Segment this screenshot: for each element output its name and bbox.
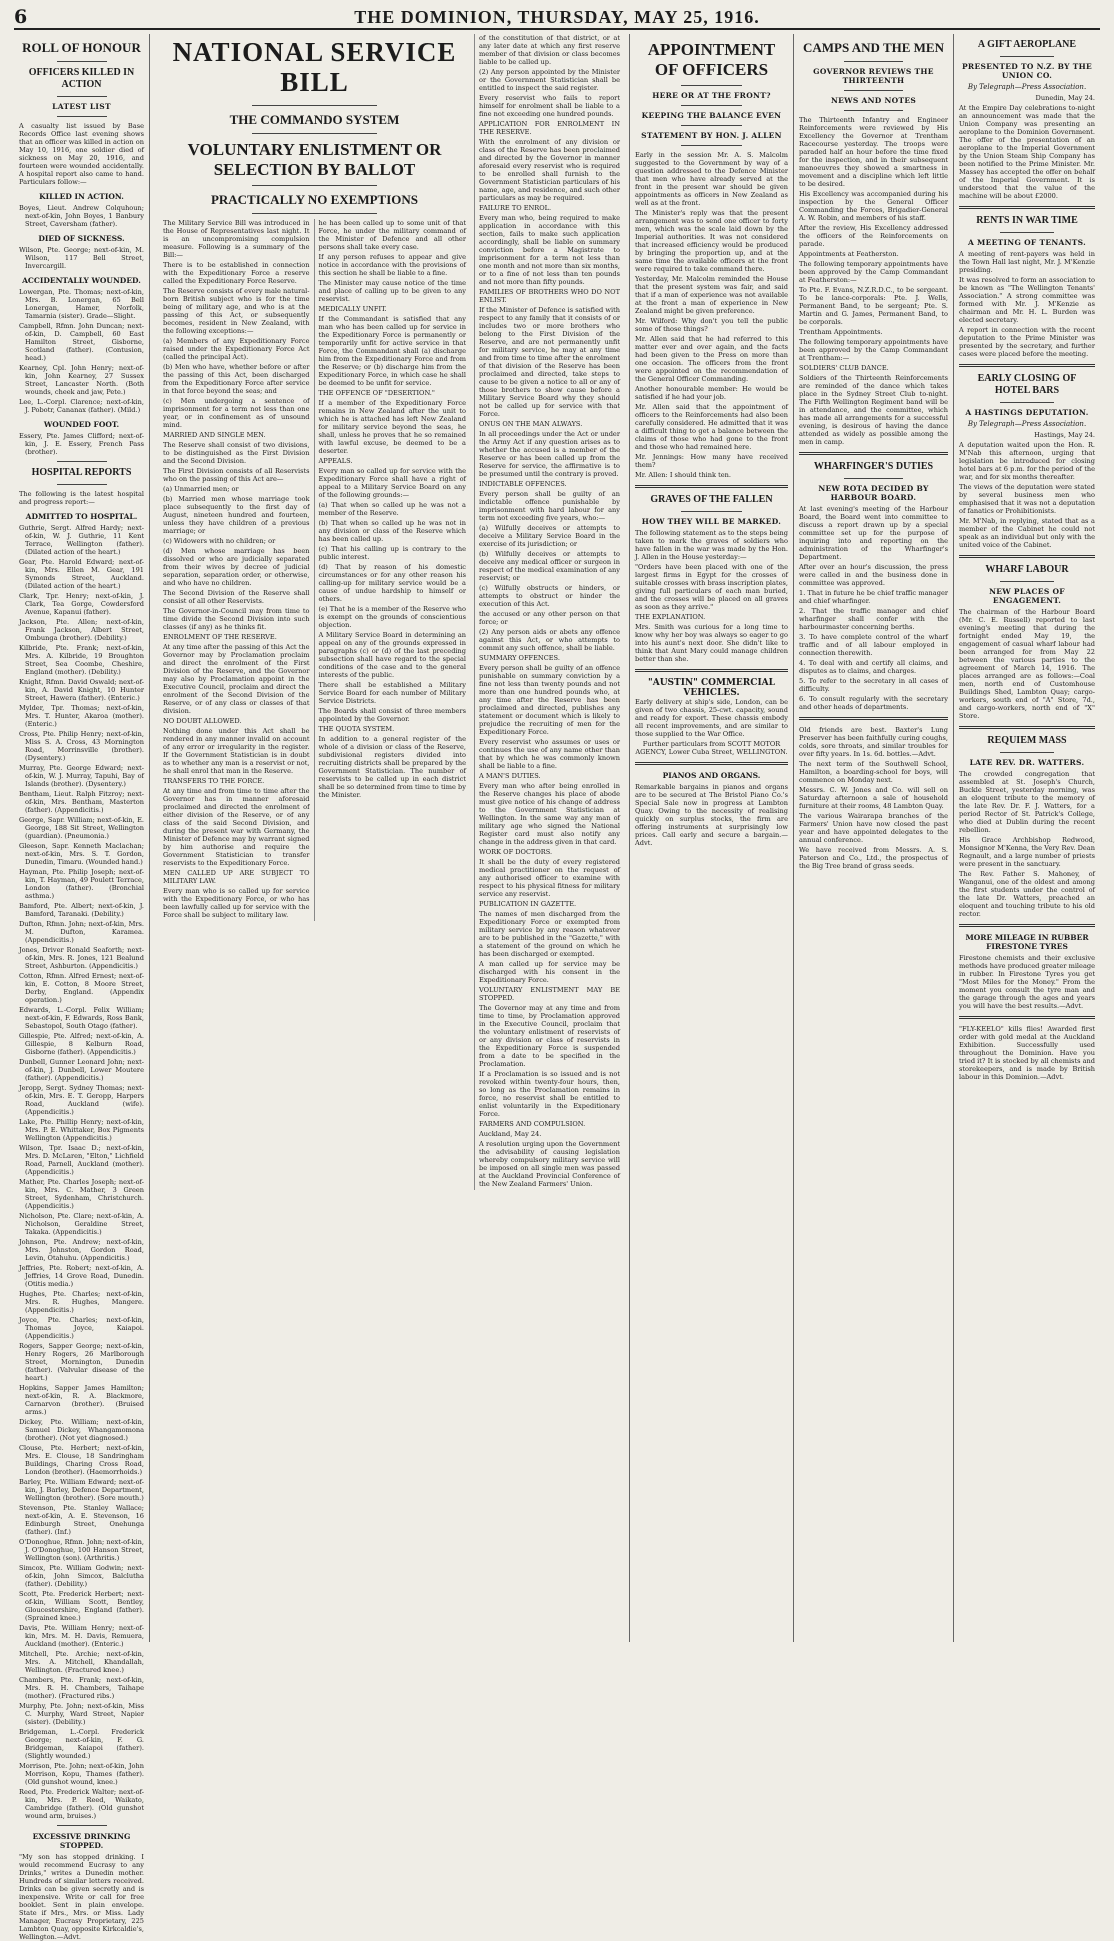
paragraph: Kearney, Cpl. John Henry; next-of-kin, John Kearney, 27 Sussex Street, Lancaster North. (Both wounds, cheek and jaw, Pete.) [19,363,144,396]
masthead [14,6,1100,30]
paragraph: Davis, Pte. William Henry; next-of-kin, Mrs. M. H. Davis, Remuera, Auckland (mother). (Enteric.) [19,1623,144,1648]
paragraph: Old friends are best. Baxter's Lung Preserver has been faithfully curing coughs, colds, sore throats, and similar troubles for over fifty years. In 1s. 6d. bottles.—Advt. [799,725,948,758]
paragraph: he has been called up to some unit of that Force, he under the military command of the Minister of Defence and all other persons shall take every case. [318,218,466,251]
paragraph: Wilson, Pte. George; next-of-kin, M. Wilson, 117 Bell Street, Invercargill. [19,245,144,270]
austin-advert [635,678,788,756]
paragraph: Boyes, Lieut. Andrew Colquhoun; next-of-kin, John Boyes, 1 Banbury Street, Caversham (father). [19,203,144,228]
paragraph: The First Division consists of all Reservists who on the passing of this Act are— [163,466,310,483]
paragraph: (c) Men undergoing a sentence of imprisonment for a term not less than one year, or in confinement as of unsound mind. [163,396,310,429]
paragraph: His Excellency was accompanied during his inspection by the General Officer Commanding the Forces, Brigadier-General A. W. Robin, and members of his staff. [799,189,948,222]
paragraph: The crowded congregation that assembled at St. Joseph's Church, Buckle Street, yesterday morning, was an eloquent tribute to the memory of the late Rev. Dr. F. J. Watters, for a period Rector of St. Patrick's College, who died at Dublin during the recent rebellion. [959,770,1095,834]
admitted-list [19,524,144,1820]
paragraph: Jeropp, Sergt. Sydney Thomas; next-of-kin, Mrs. E. T. Geropp, Harpers Road, Auckland (wife). (Appendicitis.) [19,1083,144,1116]
gift-dateline: Dunedin, May 24. [1035,94,1095,102]
wounded-list [19,432,144,456]
paragraph: of the constitution of that district, or at any later date at which any first reserve member of that division or class becomes liable to be called up. [479,34,620,66]
paragraph: Bentham, Lieut. Ralph Fitzroy; next-of-kin, Mrs. Bentham, Masterton (father). (Appendicitis.) [19,789,144,814]
died-heading: DIED OF SICKNESS. [38,233,125,243]
wharfinger-subheading: NEW ROTA DECIDED BY HARBOUR BOARD. [818,483,929,502]
paragraph: If a member of the Expeditionary Force remains in New Zealand after the unit to which he is attached has left New Zealand for military service beyond the seas, he shall, unless he proves that he so remained with lawful excuse, be deemed to be a deserter. [318,398,466,455]
paragraph: Bamford, Pte. Albert; next-of-kin, J. Bamford, Taranaki. (Debility.) [19,901,144,918]
paragraph: Murphy, Pte. John; next-of-kin, Miss C. Murphy, Ward Street, Napier (sister). (Debility.) [19,1701,144,1726]
paragraph: (e) That he is a member of the Reserve who is exempt on the grounds of conscientious objection. [318,604,466,629]
admitted-heading: ADMITTED TO HOSPITAL. [25,511,138,521]
paragraph: "Orders have been placed with one of the largest firms in Egypt for the crosses of suitable crosses with brass inscription plates, giving full particulars of each man buried, and the crosses will be placed on all graves as soon as they arrive." [635,563,788,612]
paragraph: MEN CALLED UP ARE SUBJECT TO MILITARY LAW. [163,868,310,885]
paragraph: (a) Members of any Expeditionary Force raised under the Expeditionary Force Act (called the principal Act). [163,336,310,361]
paragraph: O'Donoghue, Rfmn. John; next-of-kin, J. O'Donoghue, 100 Hanson Street, Wellington (son). (Arthritis.) [19,1537,144,1562]
requiem-subtitle: LATE REV. DR. WATTERS. [969,758,1085,767]
paragraph: A resolution urging upon the Government the advisability of causing legislation whereby compulsory military service will be imposed on all single men was passed at the Auckland Provincial Conference of the New Zealand Farmers' Union. [479,1140,620,1188]
paragraph: The names of men discharged from the Expeditionary Force or exempted from military service by any reason whatever are to be published in the "Gazette," with a statement of the ground on which he has been discharged or exempted. [479,910,620,958]
paragraph: Mitchell, Pte. Archie; next-of-kin, Mrs. A. Mitchell, Khandallah, Wellington. (Fractured knee.) [19,1649,144,1674]
paragraph: MEDICALLY UNFIT. [318,304,387,313]
paragraph: Chambers, Pte. Frank; next-of-kin, Mrs. R. H. Chambers, Taihape (mother). (Fractured ribs.) [19,1675,144,1700]
officers-title: APPOINTMENT OF OFFICERS [647,40,776,79]
paragraph: The Boards shall consist of three members appointed by the Governor. [318,706,466,723]
bars-body [959,441,1095,549]
paragraph: The following statement as to the steps being taken to mark the graves of soldiers who have fallen in the war was made by the Hon. J. Allen in the House yesterday:— [635,529,788,562]
paragraph: The Thirteenth Infantry and Engineer Reinforcements were reviewed by His Excellency the Governor at Trentham Racecourse yesterday. The troops were paraded half an hour before the time fixed for the inspection, and in their subsequent manoeuvres they showed a smartness in movement and a discipline which left little to be desired. [799,115,948,188]
paragraph: In addition to a general register of the whole of a division or class of the Reserve, subdivisional registers divided into recruiting districts shall be prepared by the Government Statistician. The number of reservists to be called up in each district shall be so determined from time to time by the Minister. [318,734,466,799]
camps-sub-2: NEWS AND NOTES [830,95,917,105]
paragraph: Mr. Allen: I should think ten. [635,471,732,480]
paragraph: Murray, Pte. George Edward; next-of-kin, W. J. Murray, Tapuhi, Bay of Islands (brother). (Dysentery.) [19,763,144,788]
paragraph: The Reserve consists of every male natural-born British subject who is for the time being of military age, and who is at the passing of this Act, or subsequently becomes, resident in New Zealand, with the following exceptions:— [163,286,310,335]
paragraph: (2) Any person appointed by the Minister or the Government Statistician shall be entitled to inspect the said register. [479,68,620,92]
paragraph: A deputation waited upon the Hon. R. M'Nab this afternoon, urging that legislation be introduced for closing hotel bars at 6 p.m. for the period of the war, and for six months thereafter. [959,441,1095,481]
officers-sub-2: KEEPING THE BALANCE EVEN [641,111,782,121]
nsb-text-col-3 [475,34,624,1190]
paragraph: Every man so called up for service with the Expeditionary Force shall have a right of appeal to a Military Service Board on any of the following grounds:— [318,466,466,499]
paragraph: Mather, Pte. Charles Joseph; next-of-kin, Mrs. C. Mather, 3 Green Street, Sydenham, Christchurch. (Appendicitis.) [19,1177,144,1210]
paragraph: Cotton, Rfmn. Alfred Ernest; next-of-kin, E. Cotton, 8 Moore Street, Derby, England. (Appendix operation.) [19,971,144,1004]
national-service-bill-column [150,34,630,1642]
paragraph: Hughes, Pte. Charles; next-of-kin, Mrs. R. Hughes, Mangere. (Appendicitis.) [19,1289,144,1314]
paragraph: TRANSFERS TO THE FORCE. [163,776,265,785]
paragraph: Guthrie, Sergt. Alfred Hardy; next-of-kin, W. J. Guthrie, 11 Kent Terrace, Wellington (father). (Dilated action of the heart.) [19,523,144,556]
paragraph: ENROLMENT OF THE RESERVE. [163,632,277,641]
paragraph: Simcox, Pte. William Godwin; next-of-kin, John Simcox, Balclutha (father). (Debility.) [19,1563,144,1588]
paragraph: SOLDIERS' CLUB DANCE. [799,363,889,372]
paragraph: (d) Men whose marriage has been dissolved or who are judicially separated from their wives by decree of judicial separation, separation order, or otherwise, and who have no children. [163,546,310,587]
tyres-heading: MORE MILEAGE IN RUBBER FIRESTONE TYRES [965,933,1089,951]
graves-subheading: HOW THEY WILL BE MARKED. [641,517,782,527]
paragraph: Appointments at Featherston. [799,249,899,258]
paragraph: Yesterday, Mr. Malcolm reminded the House that the present system was fair, and said that if a man of experience was not available at the front a man of experience in New Zealand might be given preference. [635,275,788,316]
paragraph: Campbell, Rfmn. John Duncan; next-of-kin, D. Campbell, 60 East Hamilton Street, Gisborne, Scotland (father). (Contusion, head.) [19,321,144,362]
paragraph: Clouse, Pte. Herbert; next-of-kin, Mrs. E. Clouse, 18 Sandringham Buildings, Charing Cross Road, London (brother). (Haemorrhoids.) [19,1443,144,1476]
paragraph: Dickey, Pte. William; next-of-kin, Samuel Dickey, Whangamomona (brother). (Not yet diagnosed.) [19,1417,144,1442]
paragraph: 3. To have complete control of the wharf traffic and of all labour employed in connection therewith. [799,632,948,657]
gift-byline: By Telegraph—Press Association. [967,83,1087,91]
paragraph: We have received from Messrs. A. S. Paterson and Co., Ltd., the prospectus of the Big Tree brand of grass seeds. [799,845,948,870]
paragraph: Hopkins, Sapper James Hamilton; next-of-kin, R. A. Blackmore, Carnarvon (brother). (Bruised arms.) [19,1383,144,1416]
paragraph: The various Wairarapa branches of the Farmers' Union have now closed the past year and have appointed delegates to the annual conference. [799,811,948,844]
camps-column [794,34,954,1642]
paragraph: To Pte. F. Evans, N.Z.R.D.C., to be sergeant. To be lance-corporals: Pte. J. Wells, Permanent Band, to be sergeant; Pte. S. Martin and G. James, Permanent Band, to be corporals. [799,285,948,326]
paragraph: Barley, Pte. William Edward; next-of-kin, J. Barley, Defence Department, Wellington (brother). (Sore mouth.) [19,1477,144,1502]
nsb-deck-1: VOLUNTARY ENLISTMENT OR SELECTION BY BALLOT [187,139,442,179]
nsb-text-col-3b [479,610,620,1188]
nsb-title: NATIONAL SERVICE BILL [172,37,457,97]
paragraph: (a) Wilfully deceives or attempts to deceive a Military Service Board in the exercise of its jurisdiction; or [479,524,620,548]
paragraph: (c) That his calling up is contrary to the public interest. [318,544,466,561]
paragraph: Early in the session Mr. A. S. Malcolm suggested to the Government by way of a question addressed to the Defence Minister that men who have already served at the front in the present war should be given appointments as officers in New Zealand as well as at the front. [635,151,788,208]
paragraph: Gillespie, Pte. Alfred; next-of-kin, A. Gillespie, 8 Kelburn Road, Gisborne (father). (Appendicitis.) [19,1031,144,1056]
austin-body: Early delivery at ship's side, London, can be given of two chassis, 25-cwt. capacity, sound and ready for export. These chassis embody all recent improvements, and are similar to those supplied to the War Office. [635,698,788,739]
pianos-body: Remarkable bargains in pianos and organs are to be secured at The Bristol Piano Co.'s Special Sale now in progress at Lambton Quay. Owing to the necessity of realising quickly on surplus stocks, the firm are offering instruments at surprisingly low prices. Call early and secure a bargain.—Advt. [635,783,788,848]
bars-subtitle: A HASTINGS DEPUTATION. [965,408,1089,417]
paragraph: Jeffries, Pte. Robert; next-of-kin, A. Jeffries, 14 Grove Road, Dunedin. (Otitis media.) [19,1263,144,1288]
paragraph: Knight, Rfmn. David Oswald; next-of-kin, A. David Knight, 10 Hunter Street, Hawera (father). (Enteric.) [19,677,144,702]
paragraph: The next term of the Southwell School, Hamilton, a boarding-school for boys, will commence on Monday next. [799,759,948,784]
paragraph: A report in connection with the recent deputation to the Prime Minister was presented by the secretary, and further cases were placed before the meeting. [959,326,1095,358]
paragraph: A MAN'S DUTIES. [479,772,541,780]
paragraph: 4. To deal with and certify all claims, and disputes as to claims, and charges. [799,658,948,675]
misc-column [954,34,1100,1642]
paragraph: (b) Married men whose marriage took place subsequently to the first day of August, nineteen hundred and fourteen, unless they have children of a previous marriage; or [163,494,310,535]
wharf-labour-subtitle: NEW PLACES OF ENGAGEMENT. [989,587,1065,605]
paragraph: Nothing done under this Act shall be rendered in any manner invalid on account of any error or irregularity in the register. If the Government Statistician is in doubt as to whether any man is a reservist or not, he shall enrol that man in the Reserve. [163,726,310,775]
paragraph: Mr. Wilford: Why don't you tell the public some of those things? [635,317,788,334]
paragraph: Nicholson, Pte. Clare; next-of-kin, A. Nicholson, Geraldine Street, Takaka. (Appendicitis.) [19,1211,144,1236]
paragraph: With the enrolment of any division or class of the Reserve has been proclaimed and directed by the Governor in manner aforesaid every reservist who is required to be enrolled shall furnish to the Government Statistician particulars of his name, age, and residence, and such other particulars as may be required. [479,138,620,202]
paragraph: It shall be the duty of every registered medical practitioner on the request of any authorised officer to examine with respect to his physical fitness for military service any reservist. [479,858,620,898]
paragraph: THE OFFENCE OF "DESERTION." [318,388,435,397]
paragraph: Lake, Pte. Phillip Henry; next-of-kin, Mrs. P. E. Whittaker, Box Pigments Wellington (Appendicitis.) [19,1117,144,1142]
paragraph: His Grace Archbishop Redwood, Monsignor M'Kenna, the Very Rev. Dean Regnault, and a large number of priests were present in the sanctuary. [959,836,1095,868]
pianos-heading: PIANOS AND ORGANS. [662,771,761,781]
paragraph: Gleeson, Sapr. Kenneth Maclachan; next-of-kin, Mrs. S. T. Gordon, Dunedin, Timaru. (Wounded hand.) [19,841,144,866]
officers-column [630,34,794,1642]
paragraph: FARMERS AND COMPULSION. [479,1120,586,1128]
paragraph: (2) Any person aids or abets any offence against this Act, or who attempts to commit any such offence, shall be liable. [479,628,620,652]
bars-title: EARLY CLOSING OF HOTEL BARS [977,373,1077,396]
paragraph: Every man who after being enrolled in the Reserve changes his place of abode must give notice of his change of address to the Government Statistician at Wellington. In the same way any man of military age who signed the National Register card must also notify any change in the address given in that card. [479,782,620,846]
paragraph: Mr. Jennings: How many have received them? [635,453,788,470]
requiem-title: REQUIEM MASS [987,735,1067,746]
paragraph: 1. That in future he be chief traffic manager and chief wharfinger. [799,588,948,605]
wounded-heading: WOUNDED FOOT. [43,419,120,429]
paragraph: The following temporary appointments have been approved by the Camp Commandant at Trentham:— [799,337,948,362]
nsb-text-col-2 [315,219,470,921]
paragraph: Stevenson, Pte. Stanley Wallace; next-of-kin, A. E. Stevenson, 16 Edinburgh Street, Onehunga (father). (Inf.) [19,1503,144,1536]
paragraph: (c) Widowers with no children; or [163,536,276,545]
paragraph: The Minister may cause notice of the time and place of calling up to be given to any reservist. [318,278,466,303]
paragraph: The Second Division of the Reserve shall consist of all other Reservists. [163,588,310,605]
paragraph: VOLUNTARY ENLISTMENT MAY BE STOPPED. [479,986,620,1002]
nsb-deck-2: PRACTICALLY NO EXEMPTIONS [210,192,419,208]
paragraph: Messrs. C. W. Jones and Co. will sell on Saturday afternoon a sale of household furniture at their rooms, 48 Lambton Quay. [799,785,948,810]
paragraph: APPEALS. [318,456,353,465]
accidental-list [19,288,144,414]
paragraph: Morrison, Pte. John; next-of-kin, John Morrison, Kopu, Thames (father). (Old gunshot wound, knee.) [19,1761,144,1786]
paragraph: The Governor may at any time and from time to time, by Proclamation approved in the Executive Council, proclaim that the voluntary enlistment of reservists of or any division or class of reservists in the Expeditionary Force is suspended from a date to be specified in the Proclamation. [479,1004,620,1068]
paragraph: George, Sapr. William; next-of-kin, E. George, 188 Sit Street, Wellington (guardian). (Pneumonia.) [19,815,144,840]
paragraph: WORK OF DOCTORS. [479,848,553,856]
nsb-subtitle: THE COMMANDO SYSTEM [229,112,400,128]
camps-sub-1: GOVERNOR REVIEWS THE THIRTEENTH [813,66,934,85]
killed-heading: KILLED IN ACTION. [39,191,124,201]
paragraph: The Minister's reply was that the present arrangement was to send one officer to forty men, which was the scale laid down by the Imperial authorities. It was not considered that increased efficiency would be produced by bringing the proportion up, and at the same time the available officers at the front were required to take command there. [635,209,788,274]
paragraph: Mrs. Smith was curious for a long time to know why her boy was always so eager to go into his aunt's next door. She didn't like to think that Aunt Mary could manage children better than she. [635,623,788,664]
paragraph: Johnson, Pte. Andrew; next-of-kin, Mrs. Johnston, Gordon Road, Levin, Otahuhu. (Appendicitis.) [19,1237,144,1262]
wharfinger-body [799,505,948,711]
paragraph: Bridgeman, L.-Corpl. Frederick George; next-of-kin, F. G. Bridgeman, Kaiapoi (father). (Slightly wounded.) [19,1727,144,1760]
paragraph: Cross, Pte. Philip Henry; next-of-kin, Miss S. A. Cross, 43 Mornington Road, Morrinsville (brother). (Dysentery.) [19,729,144,762]
rents-body [959,250,1095,358]
paragraph: INDICTABLE OFFENCES. [479,480,567,488]
officers-body [635,151,788,479]
paragraph: Jones, Driver Ronald Seaforth; next-of-kin, Mrs. R. Jones, 121 Bealund Street, Ashburton. (Appendicitis.) [19,945,144,970]
paragraph: Mr. Allen said that he had referred to this matter ever and over again, and the facts had been given to the Press on more than one occasion. The officers from the front were appointed on the recommendation of the General Officer Commanding. [635,335,788,384]
officers-sub-1: HERE OR AT THE FRONT? [652,91,771,101]
paragraph: THE EXPLANATION. [635,613,706,622]
paragraph: (c) Wilfully obstructs or hinders, or attempts to obstruct or hinder the execution of this Act. [479,584,620,608]
paragraph: If a Proclamation is so issued and is not revoked within twenty-four hours, then, so long as the Proclamation remains in force, no reservist shall be entitled to enlist voluntarily in the Expeditionary Force. [479,1070,620,1118]
bars-byline: By Telegraph—Press Association. [967,420,1087,428]
paragraph: Mr. M'Nab, in replying, stated that as a member of the Cabinet he could not speak as an individual but only with the united voice of the Cabinet. [959,517,1095,549]
paragraph: Dunbell, Gunner Leonard John; next-of-kin, J. Dunbell, Lower Moutere (father). (Appendicitis.) [19,1057,144,1082]
paragraph: Kilbride, Pte. Frank; next-of-kin, Mrs. A. Kilbride, 19 Broughton Street, Sea Coombe, Cheshire, England (mother). (Debility.) [19,643,144,676]
paragraph: Rogers, Sapper George; next-of-kin, Henry Rogers, 26 Marlborough Street, Mornington, Dunedin (father). (Valvular disease of the heart.) [19,1341,144,1382]
masthead-title: THE DOMINION, THURSDAY, MAY 25, 1916. [354,6,760,27]
paragraph: There is to be established in connection with the Expeditionary Force a reserve called the Expeditionary Force Reserve. [163,260,310,285]
camps-title: CAMPS AND THE MEN [803,40,944,55]
paragraph: Another honourable member: He would be satisfied if he had your job. [635,385,788,402]
paragraph: The Military Service Bill was introduced in the House of Representatives last night. It is an uncompromising compulsion measure. Following is a summary of the Bill:— [163,218,310,259]
paragraph: If the Minister of Defence is satisfied with respect to any family that it consists of or includes two or more brothers who belong to the First Division of the Reserve, and are not permanently unfit for military service, he may at any time and from time to time after the enrolment of that division of the Reserve has been proclaimed and directed, take steps to cause to be given a notice to all or any of those brothers to show cause before a Military Service Board why they should not be called up for service with that Force. [479,306,620,418]
misc-paragraphs [799,726,948,870]
paragraph: Auckland, May 24. [479,1130,542,1138]
roll-title: ROLL OF HONOUR [22,40,141,55]
rents-subtitle: A MEETING OF TENANTS. [967,238,1087,247]
paragraph: Every reservist who fails to report himself for enrolment shall be liable to a fine not exceeding one hundred pounds. [479,94,620,118]
paragraph: (a) That when so called up he was not a member of the Reserve. [318,500,466,517]
paragraph: In all proceedings under the Act or under the Army Act if any question arises as to whether the accused is a member of the Reserve or has been called up from the Reserve for service, the affirmative is to be presumed until the contrary is proved. [479,430,620,478]
drinking-body: "My son has stopped drinking. I would recommend Eucrasy to any Drinks," writes a Dunedin mother. Hundreds of similar letters received. Drinks can be given secretly and is inexpensive. Write or call for free booklet. Sent in plain envelope. State if Mrs., Mrs. or Miss. Lady Manager, Eucrasy Proprietary, 225 Lambton Quay, opposite Kirkcaldie's, Wellington.—Advt. [19,1852,144,1941]
paragraph: Soldiers of the Thirteenth Reinforcements are reminded of the dance which takes place in the Sydney Street Club to-night. The Fifth Wellington Regiment band will be in attendance, and the committee, which has made all arrangements for a successful evening, is desirous of having the dance attended as widely as possible among the men in camp. [799,373,948,446]
paragraph: APPLICATION FOR ENROLMENT IN THE RESERVE. [479,120,620,136]
wharfinger-heading: WHARFINGER'S DUTIES [813,460,934,472]
paragraph: Joyce, Pte. Charles; next-of-kin, Thomas Joyce, Kaiapoi. (Appendicitis.) [19,1315,144,1340]
paragraph: Dufton, Rfmn. John; next-of-kin, Mrs. M. Dufton, Karamea. (Appendicitis.) [19,919,144,944]
paragraph: If any person refuses to appear and give notice in accordance with the provisions of this section he shall be liable to a fine. [318,252,466,277]
wharf-labour-body: The chairman of the Harbour Board (Mr. C. E. Russell) reported to last evening's meeting that during the fortnight ended May 19, the engagement of casual wharf labour had been arranged for from May 22 between the various parties to the agreement of March 14, 1916. The places arranged are as follows:—Coal men, north end of Customhouse Buildings Shed, Lambton Quay; cargo-workers, south end of "A" Store, 7d., and cargo-workers, north end of "X" Store. [959,608,1095,720]
paragraph: Mr. Allen said that the appointment of officers to the Reinforcements had also been carefully considered. He admitted that it was a difficult thing to get a balance between the claims of those who had gone to the front and those who had remained here. [635,403,788,452]
paragraph: A Military Service Board in determining an appeal on any of the grounds expressed in paragraphs (c) or (d) of the last preceding subsection shall have regard to the special conditions of the case and to the general interests of the public. [318,630,466,679]
paragraph: At any time after the passing of this Act the Governor may by Proclamation proclaim and direct the enrolment of the First Division of the Reserve, and the Governor may also by Proclamation appoint in the Executive Council, proclaim and direct the enrolment of the Second Division of the Reserve, or of any class or classes of that division. [163,642,310,715]
died-list [19,246,144,270]
paragraph: FAILURE TO ENROL. [479,204,552,212]
paragraph: (a) Unmarried men; or [163,484,239,493]
paragraph: After over an hour's discussion, the press were called in and the business done in committee was approved. [799,562,948,587]
paragraph: ONUS ON THE MAN ALWAYS. [479,420,583,428]
paragraph: 6. To consult regularly with the secretary and other heads of departments. [799,694,948,711]
flykeelo-advert: "FLY-KEELO" kills flies! Awarded first order with gold medal at the Auckland Exhibition. Successfully used throughout the Dominion. Have you tried it? It is stocked by all chemists and storekeepers, and is made by British labour in this Dominion.—Advt. [959,1025,1095,1081]
killed-list [19,204,144,228]
paragraph: After the review, His Excellency addressed the officers of the Reinforcements on parade. [799,223,948,248]
paragraph: Wilson, Tpr. Isaac D.; next-of-kin, Mrs. D. McLaren, "Elton," Lichfield Road, Parnell, Auckland (mother). (Appendicitis.) [19,1143,144,1176]
gift-body: At the Empire Day celebrations to-night an announcement was made that the Union Company was presenting an aeroplane to the Dominion Government. The offer of the presentation of an aeroplane to the Imperial Government by the Union Steam Ship Company has been notified to the Prime Minister. Mr. Massey has accepted the offer on behalf of the Imperial Government. It is understood that the value of the machine will be about £2000. [959,104,1095,200]
roll-of-honour-column [14,34,150,1941]
paragraph: A meeting of rent-payers was held in the Town Hall last night, Mr. J. M'Kenzie presiding. [959,250,1095,274]
paragraph: (b) Wilfully deceives or attempts to deceive any medical officer or surgeon in respect of the medical examination of any reservist; or [479,550,620,582]
officers-sub-3: STATEMENT BY HON. J. ALLEN [641,131,782,141]
paragraph: Every reservist who assumes or uses or continues the use of any name other than that by which he was commonly known shall be liable to a fine. [479,738,620,770]
paragraph: Jackson, Pte. Allen; next-of-kin, Frank Jackson, Albert Street, Ombunga (brother). (Debility.) [19,617,144,642]
bars-dateline: Hastings, May 24. [1034,431,1095,439]
gift-title: A GIFT AEROPLANE [977,39,1077,50]
paragraph: (b) Men who have, whether before or after the passing of this Act, been discharged from the Expeditionary Force after service in that force beyond the seas; and [163,362,310,395]
nsb-text-col-3a [479,34,620,608]
paragraph: (b) That when so called up he was not in any division or class of the Reserve which has been called up. [318,518,466,543]
roll-subtitle: OFFICERS KILLED IN ACTION [28,66,135,90]
hospital-intro: The following is the latest hospital and progress report:— [19,489,144,506]
camps-body [799,116,948,446]
graves-body [635,529,788,663]
requiem-body [959,770,1095,918]
paragraph: Scott, Pte. Frederick Herbert; next-of-kin, William Scott, Bentley, Gloucestershire, England (father). (Sprained knee.) [19,1589,144,1622]
paragraph: PUBLICATION IN GAZETTE. [479,900,577,908]
paragraph: the accused or any other person on that force; or [479,610,620,626]
austin-contact: Further particulars from SCOTT MOTOR AGENCY, Lower Cuba Street, WELLINGTON. [635,740,788,757]
paragraph: Edwards, L.-Corpl. Felix William; next-of-kin, F. Edwards, Ross Bank, Sebastopol, South Otago (father). [19,1005,144,1030]
paragraph: Every person shall be guilty of an indictable offence punishable by imprisonment with hard labour for any term not exceeding five years, who:— [479,490,620,522]
nsb-text-col-1 [159,219,315,921]
paragraph: MARRIED AND SINGLE MEN. [163,430,266,439]
roll-intro: A casualty list issued by Base Records Office last evening shows that an officer was killed in action on May 10, 1916, one soldier died of sickness on May 20, 1916, and fourteen were wounded accidentally. A hospital report also came to hand. Particulars follow:— [19,121,144,186]
paragraph: NO DOUBT ALLOWED. [163,716,242,725]
paragraph: Lowergan, Pte. Thomas; next-of-kin, Mrs. B. Lonergan, 65 Bell Lonergan, Hamer, Norfolk, Tamarnia (sister). Grade—Slight. [19,287,144,320]
paragraph: If the Commandant is satisfied that any man who has been called up for service in the Expeditionary Force is permanently or temporarily unfit for active service in that Force, the Commandant shall (a) discharge him from the Expeditionary Force and from the Reserve; or (b) discharge him from the Expeditionary Force, in which case he shall be deemed to be unfit for service. [318,314,466,387]
paragraph: Every man who is so called up for service with the Expeditionary Force, or who has been lawfully called up for service with the Force shall be subject to military law. [163,886,310,919]
austin-heading: "AUSTIN" COMMERCIAL VEHICLES. [648,678,775,699]
paragraph: Mylder, Tpr. Thomas; next-of-kin, Mrs. T. Hunter, Akaroa (mother). (Enteric.) [19,703,144,728]
paragraph: The Rev. Father S. Mahoney, of Wanganui, one of the oldest and among the first students under the control of the late Dr. Watters, preached an eloquent and touching tribute to his old rector. [959,870,1095,918]
accidental-heading: ACCIDENTALLY WOUNDED. [22,275,141,285]
paragraph: The Governor-in-Council may from time to time divide the Second Division into such classes (if any) as he thinks fit. [163,606,310,631]
paragraph: Every person shall be guilty of an offence punishable on summary conviction by a fine not less than twenty pounds and not more than one hundred pounds who, at any time after the Reserve has been proclaimed and directed, publishes any statement or document which is likely to prejudice the recruiting of men for the Expeditionary Force. [479,664,620,736]
paragraph: There shall be established a Military Service Board for each number of Military Service Districts. [318,680,466,705]
paragraph: FAMILIES OF BROTHERS WHO DO NOT ENLIST. [479,288,620,304]
paragraph: Trentham Appointments. [799,327,883,336]
wharf-labour-title: WHARF LABOUR [985,564,1069,575]
paragraph: Lee, L.-Corpl. Clarence; next-of-kin, J. Pobotr, Cananax (father). (Mild.) [19,397,144,414]
hospital-heading: HOSPITAL REPORTS [31,466,132,478]
graves-heading: GRAVES OF THE FALLEN [650,494,773,506]
rents-title: RENTS IN WAR TIME [976,215,1078,226]
paragraph: Hayman, Pte. Philip Joseph; next-of-kin, T. Hayman, 49 Poulett Terrace, London (father). (Bronchial asthma.) [19,867,144,900]
paragraph: The views of the deputation were stated by several business men who emphasised that it was not a deputation of fanatics or Prohibitionists. [959,483,1095,515]
paragraph: 2. That the traffic manager and chief wharfinger shall confer with the harbourmaster concerning berths. [799,606,948,631]
paragraph: (d) That by reason of his domestic circumstances or for any other reason his calling-up for military service would be a cause of undue hardship to himself or others. [318,562,466,603]
paragraph: The following temporary appointments have been approved by the Camp Commandant at Featherston:— [799,259,948,284]
drinking-heading: EXCESSIVE DRINKING STOPPED. [32,1831,131,1850]
gift-subtitle: PRESENTED TO N.Z. BY THE UNION CO. [961,62,1093,80]
paragraph: Reed, Pte. Frederick Walter; next-of-kin, Mrs. P. Reed, Waikato, Cambridge (father). (Old gunshot wound arm, bruises.) [19,1787,144,1820]
tyres-body: Firestone chemists and their exclusive methods have produced greater mileage in rubber. In Firestone Tyres you get "Most Miles for the Money." From the moment you consult the tyre man and the garage through the ages and years you will have the best results.—Advt. [959,954,1095,1010]
paragraph: 5. To refer to the secretary in all cases of difficulty. [799,676,948,693]
roll-latest: LATEST LIST [52,101,111,111]
paragraph: It was resolved to form an association to be known as "The Wellington Tenants' Association." A strong committee was formed with Mr. J. M'Kenzie as chairman and Mr. H. L. Burden was elected secretary. [959,276,1095,324]
page-number: 6 [14,6,28,28]
paragraph: Essery, Pte. James Clifford; next-of-kin, J. E. Essery, French Pass (brother). [19,431,144,456]
paragraph: Every man who, being required to make application in accordance with this section, fails to make such application accordingly, shall be liable on summary conviction before a Magistrate to imprisonment for a term not less than one month and not more than six months, or to a fine of not less than ten pounds and not more than fifty pounds. [479,214,620,286]
paragraph: A man called up for service may be discharged with his consent in the Expeditionary Force. [479,960,620,984]
paragraph: THE QUOTA SYSTEM. [318,724,395,733]
paragraph: SUMMARY OFFENCES. [479,654,560,662]
paragraph: At any time and from time to time after the Governor has in manner aforesaid proclaimed and directed the enrolment of either division of the Reserve, or of any class of the said Second Division, and during the present war with Germany, the Minister of Defence may by warrant signed by him authorise and require the Government Statistician to transfer reservists to the Expeditionary Force. [163,786,310,867]
paragraph: The Reserve shall consist of two divisions, to be distinguished as the First Division and the Second Division. [163,440,310,465]
paragraph: Gear, Pte. Harold Edward; next-of-kin, Mrs. Ellen M. Gear, 191 Symonds Street, Auckland. (Dilated action of the heart.) [19,557,144,590]
paragraph: At last evening's meeting of the Harbour Board, the Board went into committee to discuss a report drawn up by a special committee set up for the purpose of inquiring into and reporting on the administration of the Wharfinger's Department. [799,504,948,561]
paragraph: Clark, Tpr. Henry; next-of-kin, J. Clark, Tea Gorge, Cowdersford Avenue, Kapanui (father). [19,591,144,616]
nsb-header-block [155,34,475,1190]
